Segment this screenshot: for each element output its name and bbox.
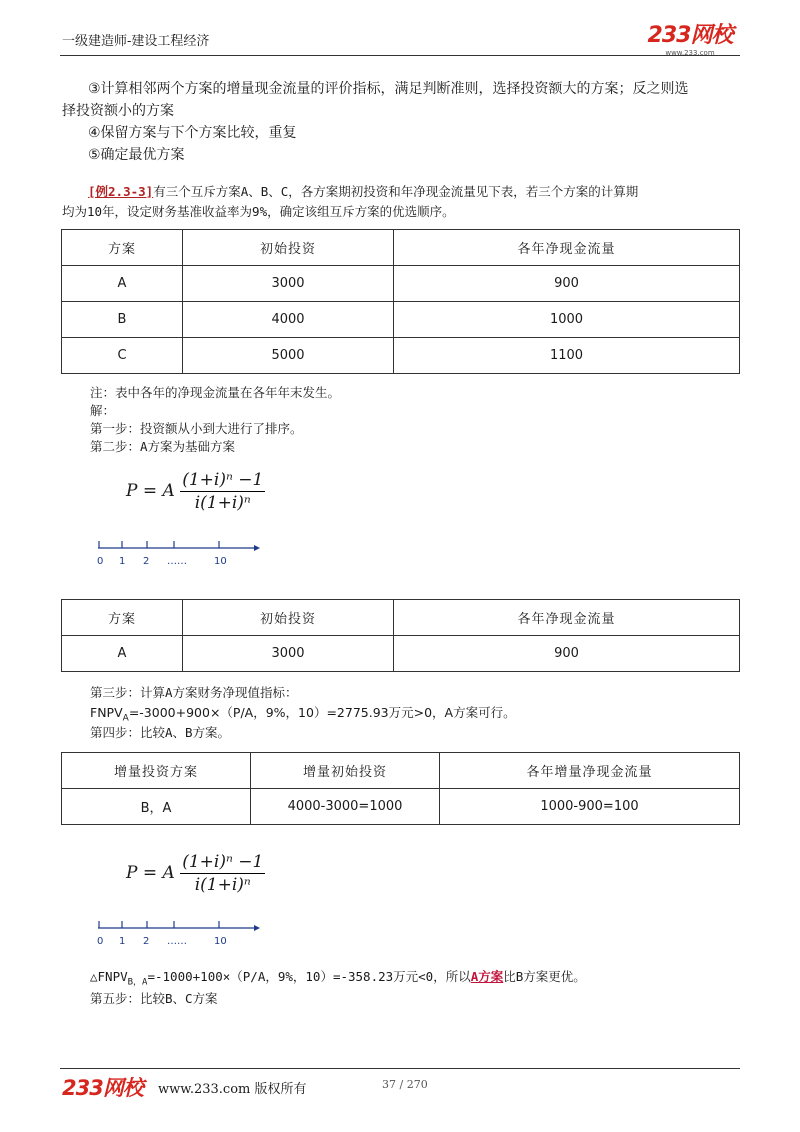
example-text1: 有三个互斥方案A、B、C，各方案期初投资和年净现金流量见下表，若三个方案的计算期 xyxy=(153,184,639,199)
table-header-row xyxy=(62,600,740,636)
table-header-row xyxy=(62,230,740,266)
table-cell: B xyxy=(62,302,183,338)
table-header-cell: 各年净现金流量 xyxy=(394,230,740,266)
table-cell: 900 xyxy=(394,636,740,672)
formula-denominator: i(1+i)ⁿ xyxy=(194,493,251,513)
step5-text: 第五步：比较B、C方案 xyxy=(90,991,218,1006)
table-cell: 1000-900=100 xyxy=(440,789,740,825)
timeline-arrow xyxy=(254,925,260,931)
header-logo-text: 233网校 xyxy=(647,23,733,48)
step2-text: 第二步：A方案为基础方案 xyxy=(90,439,236,454)
step1-text: 第一步：投资额从小到大进行了排序。 xyxy=(90,421,303,436)
table-header-cell: 初始投资 xyxy=(183,600,394,636)
delta-sub: B，A xyxy=(127,977,148,988)
footer-site: www.233.com 版权所有 xyxy=(158,1082,307,1097)
table-header-cell: 各年净现金流量 xyxy=(394,600,740,636)
formula-numerator: (1+i)ⁿ −1 xyxy=(182,852,264,872)
formula-denominator: i(1+i)ⁿ xyxy=(194,875,251,895)
footer-divider xyxy=(60,1068,740,1069)
cashflow-timeline xyxy=(92,538,267,570)
cashflow-timeline-2 xyxy=(92,918,267,950)
timeline-label: 0 xyxy=(97,556,104,567)
timeline-label: 1 xyxy=(119,556,126,567)
annuity-formula xyxy=(126,470,265,513)
footer-page-number: 37 / 270 xyxy=(382,1078,428,1091)
table-cell: 4000-3000=1000 xyxy=(251,789,440,825)
intro-step4: ④保留方案与下个方案比较，重复 xyxy=(88,125,297,141)
table-header-row xyxy=(62,753,740,789)
table-header-cell: 增量投资方案 xyxy=(62,753,251,789)
table-investments xyxy=(61,229,740,374)
table-cell: A xyxy=(62,266,183,302)
formula-lhs: P = A xyxy=(126,863,175,883)
table-cell: 1100 xyxy=(394,338,740,374)
timeline-label: 10 xyxy=(214,556,227,567)
step3-title: 第三步：计算A方案财务净现值指标： xyxy=(90,685,298,700)
formula-fraction xyxy=(180,470,265,513)
timeline-label: …… xyxy=(167,936,187,947)
table-cell: 5000 xyxy=(183,338,394,374)
table-cell: 900 xyxy=(394,266,740,302)
example-ref[interactable]: [例2.3-3] xyxy=(88,184,154,199)
table-cell: C xyxy=(62,338,183,374)
table-row xyxy=(62,338,740,374)
table-header-cell: 方案 xyxy=(62,600,183,636)
table-header-cell: 各年增量净现金流量 xyxy=(440,753,740,789)
header-logo xyxy=(640,18,740,57)
table-base-plan xyxy=(61,599,740,672)
table-header-cell: 增量初始投资 xyxy=(251,753,440,789)
table-row xyxy=(62,266,740,302)
header-title: 一级建造师-建设工程经济 xyxy=(62,34,210,49)
timeline-label: 10 xyxy=(214,936,227,947)
table-row xyxy=(62,302,740,338)
fnpv-rest: =-3000+900×（P/A，9%，10）=2775.93万元>0，A方案可行。 xyxy=(128,705,516,720)
solution-label: 解： xyxy=(90,403,116,418)
timeline-label: 0 xyxy=(97,936,104,947)
formula-numerator: (1+i)ⁿ −1 xyxy=(182,470,264,490)
table-cell: 3000 xyxy=(183,636,394,672)
table-header-cell: 初始投资 xyxy=(183,230,394,266)
footer-logo: 233网校 xyxy=(62,1076,143,1100)
table-row xyxy=(62,636,740,672)
fnpv-prefix: FNPV xyxy=(90,705,123,720)
example-line1 xyxy=(88,183,638,201)
annuity-formula-2 xyxy=(126,852,265,895)
step4-text: 第四步：比较A、B方案。 xyxy=(90,725,231,740)
table-row xyxy=(62,789,740,825)
delta-fnpv xyxy=(90,968,586,992)
table-cell: 4000 xyxy=(183,302,394,338)
table-cell: B，A xyxy=(62,789,251,825)
intro-step3-line2: 择投资额小的方案 xyxy=(62,103,174,119)
table-cell: 3000 xyxy=(183,266,394,302)
intro-step5: ⑤确定最优方案 xyxy=(88,147,185,163)
highlight-link[interactable]: A方案 xyxy=(470,969,504,984)
table-cell: A xyxy=(62,636,183,672)
timeline-arrow xyxy=(254,545,260,551)
timeline-label: 1 xyxy=(119,936,126,947)
timeline-label: …… xyxy=(167,556,187,567)
delta-rest2: 比B方案更优。 xyxy=(503,969,586,984)
formula-lhs: P = A xyxy=(126,481,175,501)
timeline-label: 2 xyxy=(143,936,150,947)
timeline-label: 2 xyxy=(143,556,150,567)
note-text: 注：表中各年的净现金流量在各年年末发生。 xyxy=(90,385,341,400)
table-header-cell: 方案 xyxy=(62,230,183,266)
delta-prefix: △FNPV xyxy=(90,969,128,984)
delta-rest1: =-1000+100×（P/A，9%，10）=-358.23万元<0，所以 xyxy=(147,969,471,984)
intro-step3-line1: ③计算相邻两个方案的增量现金流量的评价指标，满足判断准则，选择投资额大的方案；反之则选 xyxy=(88,81,689,97)
formula-fraction xyxy=(180,852,265,895)
header-divider xyxy=(60,55,740,56)
table-incremental xyxy=(61,752,740,825)
table-cell: 1000 xyxy=(394,302,740,338)
fnpv-sub: A xyxy=(122,713,129,724)
header-logo-url: www.233.com xyxy=(665,49,715,57)
example-line2: 均为10年，设定财务基准收益率为9%，确定该组互斥方案的优选顺序。 xyxy=(62,204,455,219)
